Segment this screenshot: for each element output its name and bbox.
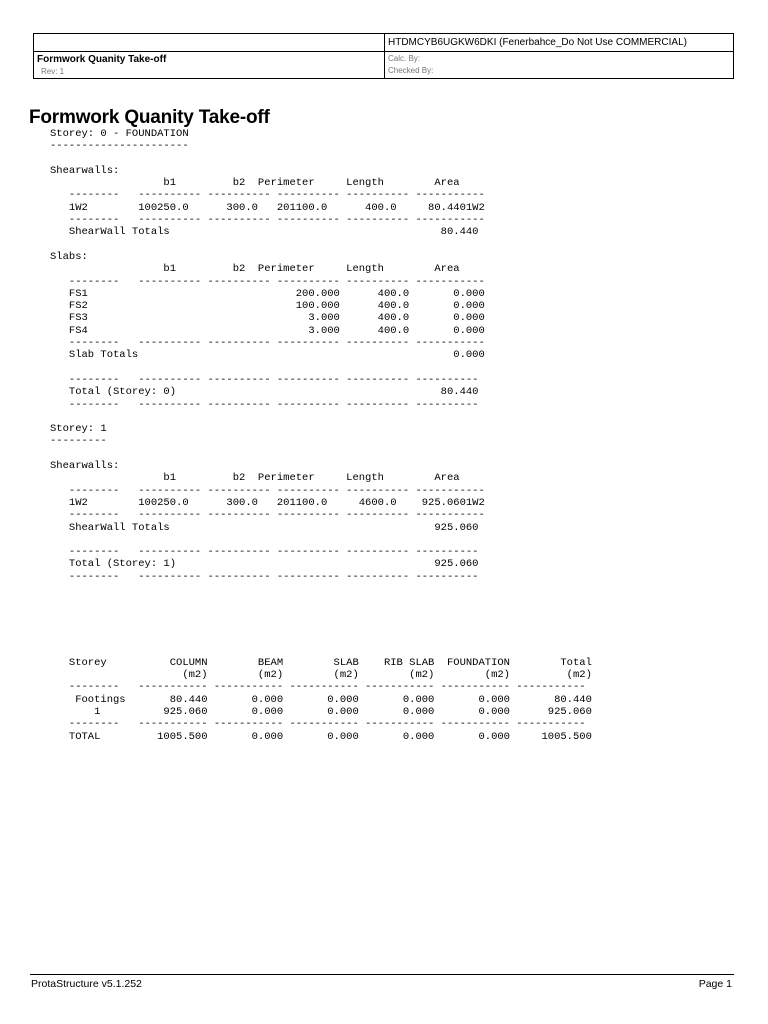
report-line bbox=[50, 411, 592, 423]
page-number: Page 1 bbox=[698, 978, 732, 990]
page-title: Formwork Quanity Take-off bbox=[29, 107, 270, 128]
report-line bbox=[50, 583, 592, 595]
report-line: Storey COLUMN BEAM SLAB RIB SLAB FOUNDATION Total bbox=[50, 656, 592, 669]
report-line: Total (Storey: 0) 80.440 bbox=[50, 386, 479, 399]
report-line: -------- ---------- ---------- ---------- ---------- ----------- bbox=[50, 189, 485, 202]
report-line bbox=[50, 239, 592, 251]
report-line: -------- ---------- ---------- ---------- ---------- ---------- bbox=[50, 546, 479, 559]
calc-by: Calc. By: bbox=[388, 54, 421, 63]
header-signoff-cell bbox=[385, 52, 733, 78]
report-line: FS3 3.000 400.0 0.000 bbox=[50, 312, 485, 325]
report-line: -------- ---------- ---------- ---------- ---------- ---------- bbox=[50, 398, 479, 411]
report-line: TOTAL 1005.500 0.000 0.000 0.000 0.000 1005.500 bbox=[50, 730, 592, 743]
report-line bbox=[50, 608, 592, 620]
report-line bbox=[50, 632, 592, 644]
report-line: -------- ---------- ---------- ---------- ---------- ---------- bbox=[50, 373, 479, 386]
header-blank-cell bbox=[34, 34, 385, 52]
report-line: Storey: 1 bbox=[50, 423, 107, 436]
footer-divider bbox=[30, 974, 734, 975]
report-line: -------- ---------- ---------- ---------- ---------- ----------- bbox=[50, 337, 485, 350]
report-line: b1 b2 Perimeter Length Area bbox=[50, 472, 460, 485]
report-line: --------- bbox=[50, 435, 107, 448]
report-line: Storey: 0 - FOUNDATION bbox=[50, 128, 189, 140]
header-title-cell bbox=[34, 52, 385, 78]
report-line bbox=[50, 595, 592, 607]
header-title: Formwork Quanity Take-off bbox=[37, 54, 167, 65]
report-line: FS2 100.000 400.0 0.000 bbox=[50, 300, 485, 313]
report-line: ---------------------- bbox=[50, 140, 189, 153]
report-line: -------- ---------- ---------- ---------- ---------- ----------- bbox=[50, 509, 485, 522]
project-name: HTDMCYB6UGKW6DKI (Fenerbahce_Do Not Use COMMERCIAL) bbox=[385, 34, 733, 52]
report-line bbox=[50, 153, 592, 165]
report-line: Shearwalls: bbox=[50, 164, 120, 177]
report-line: Slab Totals 0.000 bbox=[50, 349, 485, 362]
report-line: -------- ----------- ----------- ----------- ----------- ----------- ----------- bbox=[50, 718, 586, 731]
report-line: Slabs: bbox=[50, 250, 88, 263]
report-line: -------- ---------- ---------- ---------- ---------- ----------- bbox=[50, 484, 485, 497]
report-line bbox=[50, 448, 592, 460]
report-line: -------- ----------- ----------- ----------- ----------- ----------- ----------- bbox=[50, 681, 586, 694]
report-line bbox=[50, 620, 592, 632]
report-line: ShearWall Totals 925.060 bbox=[50, 521, 479, 534]
report-line: -------- ---------- ---------- ---------- ---------- ----------- bbox=[50, 214, 485, 227]
report-line: (m2) (m2) (m2) (m2) (m2) (m2) bbox=[50, 669, 592, 682]
report-line: 1W2 100250.0 300.0 201100.0 400.0 80.4401W2 bbox=[50, 201, 485, 214]
report-body bbox=[50, 128, 592, 743]
report-line bbox=[50, 362, 592, 374]
report-line: Shearwalls: bbox=[50, 460, 120, 473]
report-line bbox=[50, 534, 592, 546]
checked-by: Checked By: bbox=[388, 66, 434, 75]
report-line: FS4 3.000 400.0 0.000 bbox=[50, 324, 485, 337]
header-table bbox=[33, 33, 734, 79]
report-line: b1 b2 Perimeter Length Area bbox=[50, 177, 460, 190]
report-line bbox=[50, 644, 592, 656]
software-version: ProtaStructure v5.1.252 bbox=[31, 978, 142, 990]
report-line: 1W2 100250.0 300.0 201100.0 4600.0 925.0601W2 bbox=[50, 496, 485, 509]
report-line: Footings 80.440 0.000 0.000 0.000 0.000 80.440 bbox=[50, 693, 592, 706]
report-line: Total (Storey: 1) 925.060 bbox=[50, 558, 479, 571]
report-line: ShearWall Totals 80.440 bbox=[50, 226, 479, 239]
report-line: FS1 200.000 400.0 0.000 bbox=[50, 287, 485, 300]
report-line: -------- ---------- ---------- ---------- ---------- ----------- bbox=[50, 275, 485, 288]
report-line: 1 925.060 0.000 0.000 0.000 0.000 925.060 bbox=[50, 705, 592, 718]
report-line: b1 b2 Perimeter Length Area bbox=[50, 263, 460, 276]
report-line: -------- ---------- ---------- ---------- ---------- ---------- bbox=[50, 570, 479, 583]
revision: Rev: 1 bbox=[41, 67, 65, 76]
